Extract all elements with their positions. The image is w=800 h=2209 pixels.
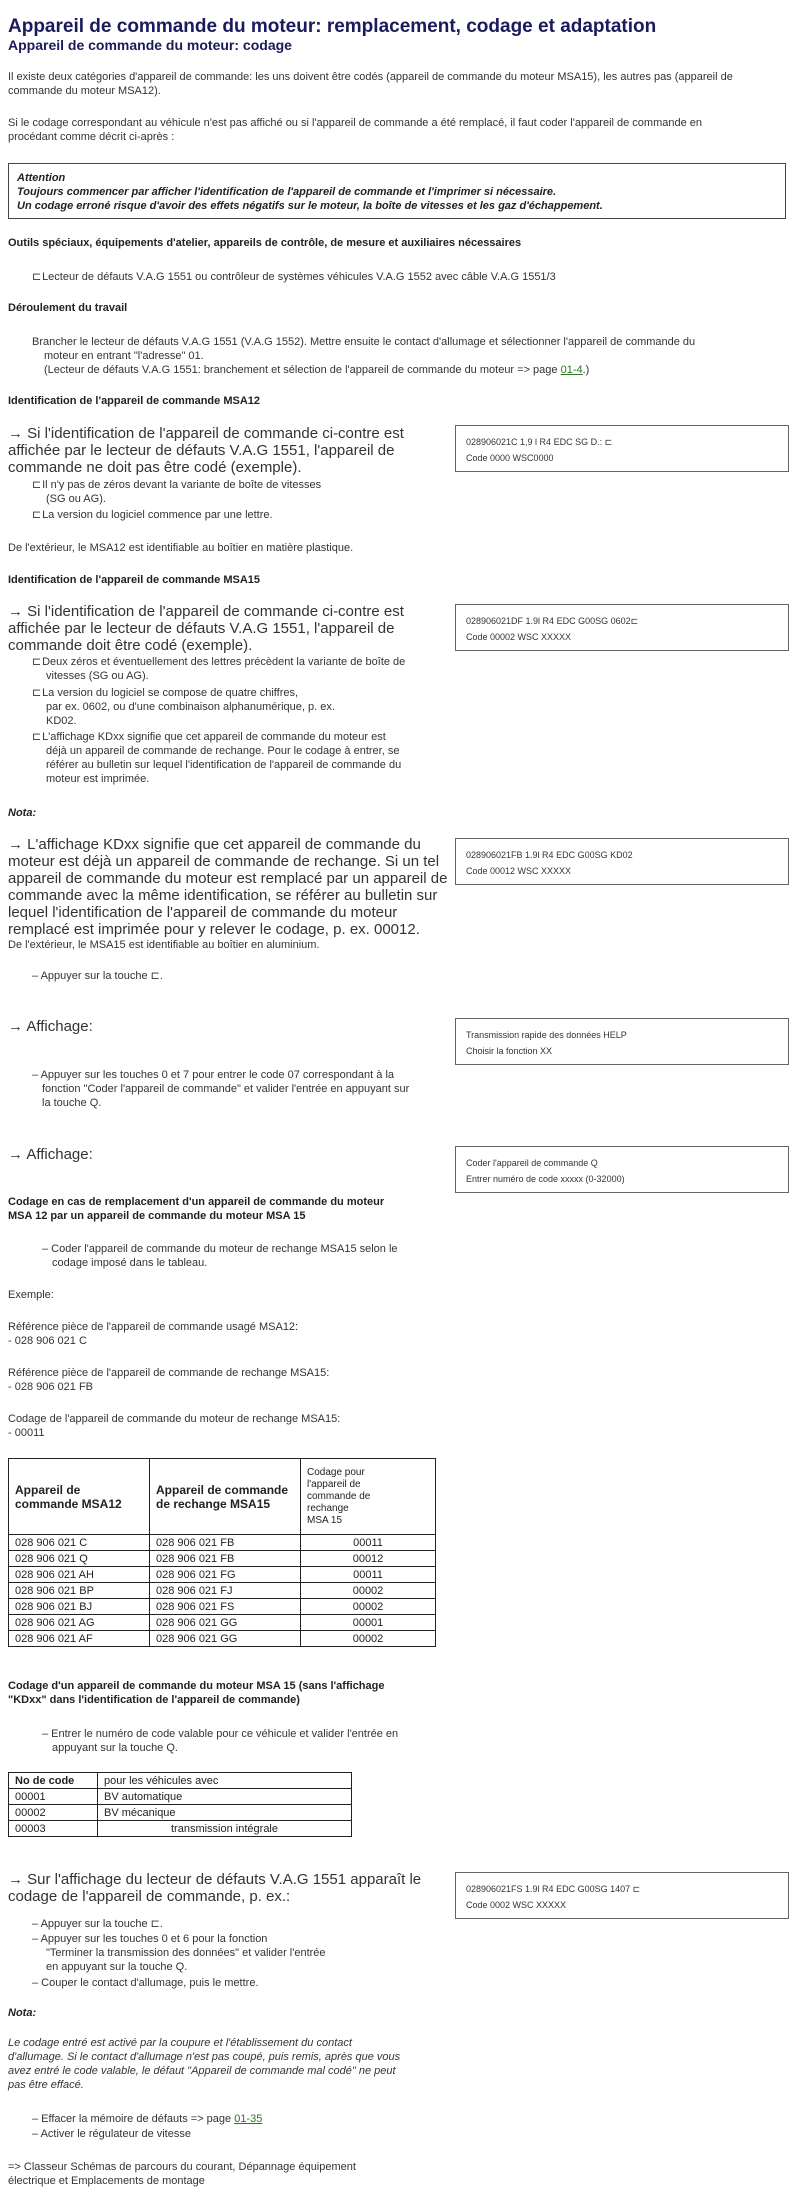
table-cell: 00003 — [9, 1821, 98, 1837]
display-line1: Transmission rapide des données HELP — [466, 1030, 627, 1040]
table-cell: 00002 — [301, 1599, 436, 1615]
msa12-footer: De l'extérieur, le MSA12 est identifiable au boîtier en matière plastique. — [8, 542, 354, 554]
final-big-line1: → Sur l'affichage du lecteur de défauts V.A.G 1551 apparaît le — [8, 1871, 422, 1888]
attention-line2: Un codage erroné risque d'avoir des effets négatifs sur le moteur, la boîte de vitesses et les gaz d'échappement. — [17, 200, 603, 212]
ref-new-label: Référence pièce de l'appareil de commande de rechange MSA15: — [8, 1367, 330, 1379]
table-cell: 00001 — [301, 1615, 436, 1631]
table-row — [9, 1599, 436, 1615]
final-step2-cont1: "Terminer la transmission des données" et valider l'entrée — [46, 1947, 326, 1959]
display-line2: Code 00002 WSC XXXXX — [466, 632, 572, 642]
final-step1: – Appuyer sur la touche ⊏. — [32, 1918, 163, 1930]
tools-item-text: Lecteur de défauts V.A.G 1551 ou contrôleur de systèmes véhicules V.A.G 1552 avec câble V.A.G 1551/3 — [42, 271, 556, 283]
table-cell: 028 906 021 FB — [150, 1551, 301, 1567]
codage15-line1: – Entrer le numéro de code valable pour ce véhicule et valider l'entrée en — [42, 1728, 399, 1740]
table-cell: 028 906 021 FJ — [150, 1583, 301, 1599]
coding-label: Codage de l'appareil de commande du moteur de rechange MSA15: — [8, 1413, 341, 1425]
display-msa15 — [455, 604, 789, 651]
replace-line1: – Coder l'appareil de commande du moteur de rechange MSA15 selon le — [42, 1243, 398, 1255]
msa15-bullet3-text: L'affichage KDxx signifie que cet appareil de commande du moteur est — [42, 731, 386, 743]
attention-line1: Toujours commencer par afficher l'identification de l'appareil de commande et l'imprimer si nécessaire. — [17, 186, 557, 198]
table-cell: 00011 — [301, 1567, 436, 1583]
display-help — [455, 1018, 789, 1065]
page-link-01-35[interactable]: 01-35 — [234, 2113, 263, 2125]
msa15-bullet3-cont3: moteur est imprimée. — [46, 773, 150, 785]
checkbox-icon: ⊏ — [32, 731, 42, 743]
table-cell: transmission intégrale — [98, 1821, 352, 1837]
workflow-heading: Déroulement du travail — [8, 302, 128, 314]
table-cell: 028 906 021 FG — [150, 1567, 301, 1583]
header-text: commande de — [307, 1490, 371, 1502]
attention-box — [8, 163, 786, 219]
table-cell: 028 906 021 BJ — [9, 1599, 150, 1615]
workflow-line3-end: .) — [582, 364, 590, 376]
table-cell: 028 906 021 AF — [9, 1631, 150, 1647]
header-text: commande MSA12 — [15, 1496, 122, 1511]
table-cell: 00002 — [9, 1805, 98, 1821]
table-cell: 028 906 021 GG — [150, 1615, 301, 1631]
table-header-cell — [301, 1459, 436, 1535]
table-cell: 028 906 021 AG — [9, 1615, 150, 1631]
table-cell: 00001 — [9, 1789, 98, 1805]
nota2-line4: pas être effacé. — [8, 2079, 84, 2091]
msa15-bullet3-cont2: référer au bulletin sur lequel l'identification de l'appareil de commande du — [46, 759, 402, 771]
replace-line2: codage imposé dans le tableau. — [52, 1257, 208, 1269]
table-cell: 028 906 021 BP — [9, 1583, 150, 1599]
affichage1-line3: la touche Q. — [42, 1097, 102, 1109]
msa15-bullet2-cont2: KD02. — [46, 715, 77, 727]
intro-p1-line1: Il existe deux catégories d'appareil de commande: les uns doivent être codés (appareil de commande du moteur MSA15), les autres pas (appareil de — [8, 71, 733, 83]
nota2-erase-text: – Effacer la mémoire de défauts => page — [32, 2113, 235, 2125]
display-line2: Choisir la fonction XX — [466, 1046, 553, 1056]
table-cell: 028 906 021 GG — [150, 1631, 301, 1647]
table-cell: 028 906 021 FS — [150, 1599, 301, 1615]
msa12-big-line1: → Si l'identification de l'appareil de commande ci-contre est — [8, 425, 404, 442]
table-row — [9, 1789, 352, 1805]
msa12-bullet1-text: Il n'y pas de zéros devant la variante de boîte de vitesses — [42, 479, 322, 491]
replace-heading-line2: MSA 12 par un appareil de commande du moteur MSA 15 — [8, 1210, 306, 1222]
table-row — [9, 1615, 436, 1631]
ref-used-value: - 028 906 021 C — [8, 1335, 87, 1347]
codage15-heading-line1: Codage d'un appareil de commande du moteur MSA 15 (sans l'affichage — [8, 1680, 385, 1692]
table-cell: 00012 — [301, 1551, 436, 1567]
msa12-bullet2 — [32, 508, 273, 522]
header-text: Codage pour — [307, 1466, 365, 1478]
footer-line2: électrique et Emplacements de montage — [8, 2175, 205, 2187]
table-cell: 00002 — [301, 1631, 436, 1647]
table-row — [9, 1583, 436, 1599]
nota2-activate: – Activer le régulateur de vitesse — [32, 2128, 191, 2140]
codage15-heading-line2: "KDxx" dans l'identification de l'appareil de commande) — [8, 1694, 300, 1706]
coding-value: - 00011 — [8, 1427, 45, 1439]
table-cell: 028 906 021 C — [9, 1535, 150, 1551]
header-text: Appareil de — [15, 1482, 81, 1497]
affichage1-line2: fonction "Coder l'appareil de commande" et valider l'entrée en appuyant sur — [42, 1083, 410, 1095]
nota1-big-line2: moteur est déjà un appareil de commande de rechange. Si un tel — [8, 853, 440, 870]
nota1-big-line3: appareil de commande du moteur est remplacé par un appareil de — [8, 870, 448, 887]
msa15-heading: Identification de l'appareil de commande MSA15 — [8, 574, 261, 586]
msa15-bullet1-text: Deux zéros et éventuellement des lettres précèdent la variante de boîte de — [42, 656, 406, 668]
display-kdxx — [455, 838, 789, 885]
footer-line1: => Classeur Schémas de parcours du courant, Dépannage équipement — [8, 2161, 356, 2173]
display-line1: 028906021C 1,9 l R4 EDC SG D.: ⊏ — [466, 437, 613, 447]
tools-heading: Outils spéciaux, équipements d'atelier, appareils de contrôle, de mesure et auxiliaires nécessaires — [8, 237, 522, 249]
table-cell: BV mécanique — [98, 1805, 352, 1821]
affichage1-line1: – Appuyer sur les touches 0 et 7 pour entrer le code 07 correspondant à la — [32, 1069, 395, 1081]
table-cell: 00011 — [301, 1535, 436, 1551]
nota1-press: – Appuyer sur la touche ⊏. — [32, 970, 163, 982]
table-header-row — [9, 1459, 436, 1535]
replacement-table — [8, 1458, 436, 1647]
checkbox-icon: ⊏ — [32, 479, 42, 491]
table-header-cell — [9, 1459, 150, 1535]
msa12-heading: Identification de l'appareil de commande MSA12 — [8, 395, 261, 407]
table-header-cell: No de code — [9, 1773, 98, 1789]
table-row — [9, 1805, 352, 1821]
final-big-line2: codage de l'appareil de commande, p. ex.: — [8, 1888, 291, 1905]
ref-new-value: - 028 906 021 FB — [8, 1381, 94, 1393]
msa15-big-line3: commande doit être codé (exemple). — [8, 637, 253, 654]
nota2-line1: Le codage entré est activé par la coupure et l'établissement du contact — [8, 2037, 352, 2049]
nota2-line2: d'allumage. Si le contact d'allumage n'est pas coupé, puis remis, après que vous — [8, 2051, 401, 2063]
msa15-bullet1 — [32, 655, 405, 669]
checkbox-icon: ⊏ — [32, 509, 42, 521]
msa15-bullet2 — [32, 686, 298, 700]
final-step2: – Appuyer sur les touches 0 et 6 pour la fonction — [32, 1933, 268, 1945]
table-header-cell — [150, 1459, 301, 1535]
table-header-cell: pour les véhicules avec — [98, 1773, 352, 1789]
checkbox-icon: ⊏ — [32, 271, 42, 283]
msa12-big-line2: affichée par le lecteur de défauts V.A.G 1551, l'appareil de — [8, 442, 395, 459]
nota1-big-line6: remplacé est imprimée pour y relever le codage, p. ex. 00012. — [8, 921, 420, 938]
header-text: l'appareil de — [307, 1478, 361, 1490]
checkbox-icon: ⊏ — [32, 687, 42, 699]
msa12-bullet2-text: La version du logiciel commence par une lettre. — [42, 509, 273, 521]
page-link-01-4[interactable]: 01-4 — [560, 364, 583, 376]
msa12-bullet1-cont: (SG ou AG). — [46, 493, 106, 505]
affichage2-label: → Affichage: — [8, 1146, 93, 1163]
msa15-bullet3-cont1: déjà un appareil de commande de rechange. Pour le codage à entrer, se — [46, 745, 400, 757]
table-cell: BV automatique — [98, 1789, 352, 1805]
header-text: Appareil de commande — [156, 1482, 289, 1497]
display-final — [455, 1872, 789, 1919]
final-step2-cont2: en appuyant sur la touche Q. — [46, 1961, 188, 1973]
nota1-big-line5: lequel l'identification de l'appareil de commande du moteur — [8, 904, 398, 921]
nota2-erase — [32, 2112, 262, 2126]
table-cell: 028 906 021 AH — [9, 1567, 150, 1583]
msa15-big-line2: affichée par le lecteur de défauts V.A.G 1551, l'appareil de — [8, 620, 395, 637]
page-subtitle: Appareil de commande du moteur: codage — [8, 37, 292, 53]
code-table — [8, 1772, 352, 1837]
display-code — [455, 1146, 789, 1193]
table-row — [9, 1821, 352, 1837]
codage15-line2: appuyant sur la touche Q. — [52, 1742, 178, 1754]
table-cell: 028 906 021 Q — [9, 1551, 150, 1567]
intro-p1-line2: commande du moteur MSA12). — [8, 85, 161, 97]
replace-heading-line1: Codage en cas de remplacement d'un appareil de commande du moteur — [8, 1196, 385, 1208]
ref-used-label: Référence pièce de l'appareil de commande usagé MSA12: — [8, 1321, 299, 1333]
header-text: MSA 15 — [307, 1514, 343, 1526]
header-text: rechange — [307, 1502, 349, 1514]
nota1-big-line4: commande avec la même identification, se référer au bulletin sur — [8, 887, 438, 904]
display-line1: Coder l'appareil de commande Q — [466, 1158, 598, 1168]
example-label: Exemple: — [8, 1289, 54, 1301]
display-line1: 028906021DF 1.9l R4 EDC G00SG 0602⊏ — [466, 616, 639, 626]
table-cell: 028 906 021 FB — [150, 1535, 301, 1551]
table-header-row — [9, 1773, 352, 1789]
intro-p2-line2: procédant comme décrit ci-après : — [8, 131, 175, 143]
final-step3: – Couper le contact d'allumage, puis le mettre. — [32, 1977, 259, 1989]
page-title: Appareil de commande du moteur: remplacement, codage et adaptation — [8, 16, 657, 37]
nota1-big-line1: → L'affichage KDxx signifie que cet appareil de commande du — [8, 836, 421, 853]
workflow-line3 — [44, 363, 589, 377]
display-line2: Code 0000 WSC0000 — [466, 453, 554, 463]
display-line2: Code 00012 WSC XXXXX — [466, 866, 572, 876]
display-line2: Entrer numéro de code xxxxx (0-32000) — [466, 1174, 625, 1184]
nota1-small: De l'extérieur, le MSA15 est identifiable au boîtier en aluminium. — [8, 939, 320, 951]
workflow-line3-text: (Lecteur de défauts V.A.G 1551: branchement et sélection de l'appareil de commande du moteur => page — [44, 364, 561, 376]
table-row — [9, 1551, 436, 1567]
msa15-bullet2-cont1: par ex. 0602, ou d'une combinaison alphanumérique, p. ex. — [46, 701, 335, 713]
msa15-bullet3 — [32, 730, 386, 744]
table-cell: 00002 — [301, 1583, 436, 1599]
msa15-bullet2-text: La version du logiciel se compose de quatre chiffres, — [42, 687, 299, 699]
workflow-line2: moteur en entrant "l'adresse" 01. — [44, 350, 204, 362]
display-line1: 028906021FB 1.9l R4 EDC G00SG KD02 — [466, 850, 633, 860]
display-msa12 — [455, 425, 789, 472]
nota2-label: Nota: — [8, 2007, 37, 2019]
affichage1-label: → Affichage: — [8, 1018, 93, 1035]
table-row — [9, 1535, 436, 1551]
nota1-label: Nota: — [8, 807, 37, 819]
nota2-line3: avez entré le code valable, le défaut "Appareil de commande mal codé" ne peut — [8, 2065, 396, 2077]
header-text: de rechange MSA15 — [156, 1496, 271, 1511]
tools-item — [32, 270, 556, 284]
msa15-big-line1: → Si l'identification de l'appareil de commande ci-contre est — [8, 603, 404, 620]
workflow-line1: Brancher le lecteur de défauts V.A.G 1551 (V.A.G 1552). Mettre ensuite le contact d'allumage et sélectionner l'appareil de commande du — [32, 336, 696, 348]
display-line2: Code 0002 WSC XXXXX — [466, 1900, 567, 1910]
table-row — [9, 1567, 436, 1583]
display-line1: 028906021FS 1.9l R4 EDC G00SG 1407 ⊏ — [466, 1884, 641, 1894]
table-row — [9, 1631, 436, 1647]
msa12-bullet1 — [32, 478, 321, 492]
intro-p2-line1: Si le codage correspondant au véhicule n'est pas affiché ou si l'appareil de commande a été remplacé, il faut coder l'appareil de commande en — [8, 117, 703, 129]
msa15-bullet1-cont: vitesses (SG ou AG). — [46, 670, 149, 682]
msa12-big-line3: commande ne doit pas être codé (exemple). — [8, 459, 302, 476]
attention-title: Attention — [17, 172, 66, 184]
checkbox-icon: ⊏ — [32, 656, 42, 668]
